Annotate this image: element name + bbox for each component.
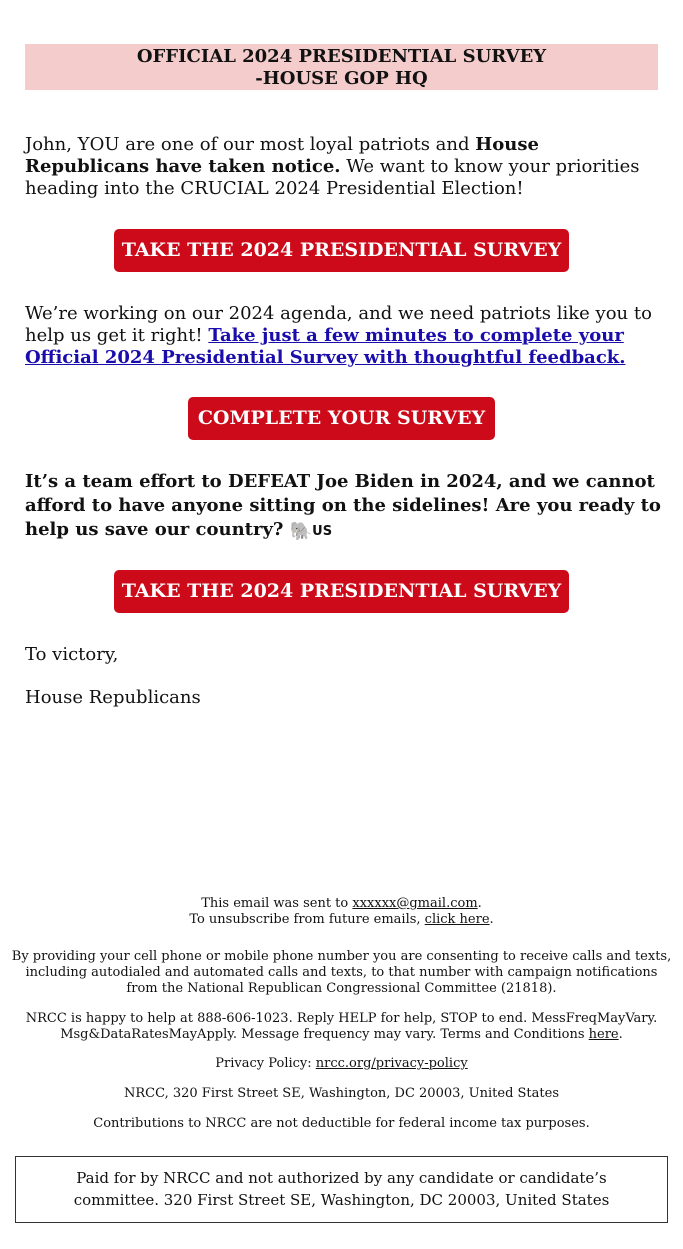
banner-title: OFFICIAL 2024 PRESIDENTIAL SURVEY [136,46,547,67]
terms-link[interactable]: here [588,1027,619,1042]
footer-privacy [10,1056,673,1072]
paid-for-disclaimer: Paid for by NRCC and not authorized by any candidate or candidate’s committee. 320 First Street SE, Washington, DC 20003, United States [15,1156,668,1223]
complete-survey-link[interactable]: Take just a few minutes to complete your Official 2024 Presidential Survey with thoughtful feedback. [25,325,626,368]
agenda-paragraph [25,303,665,369]
us-flag-icon: US [312,524,333,539]
intro-paragraph [25,134,665,200]
unsub-suffix: . [489,912,494,927]
unsubscribe-link[interactable]: click here [424,912,490,927]
unsub-prefix: To unsubscribe from future emails, [189,912,425,927]
agenda-text: We’re working on our 2024 agenda, and we need patriots like you to help us get it right! [25,303,652,346]
elephant-icon: 🐘 [289,521,313,542]
footer-address: NRCC, 320 First Street SE, Washington, DC 20003, United States [124,1086,559,1101]
intro-bold: House Republicans have taken notice. [25,134,539,177]
recipient-email-link[interactable]: xxxxxx@gmail.com [352,896,478,911]
banner-subtitle: -HOUSE GOP HQ [255,68,428,89]
intro-text-2: We want to know your priorities heading into the CRUCIAL 2024 Presidential Election! [25,156,640,199]
help-text: NRCC is happy to help at 888-606-1023. Reply HELP for help, STOP to end. MessFreqMayVary. Msg&DataRatesMayApply. Message frequency may vary. Terms and Conditions [25,1011,658,1042]
sent-prefix: This email was sent to [201,896,353,911]
take-survey-button-bottom[interactable]: TAKE THE 2024 PRESIDENTIAL SURVEY [114,570,569,613]
intro-text-1: John, YOU are one of our most loyal patriots and [25,134,476,155]
footer-help [10,1011,673,1043]
survey-banner [25,44,658,90]
footer-consent: By providing your cell phone or mobile phone number you are consenting to receive calls and texts, including autodialed and automated calls and texts, to that number with campaign notifications from the National Republican Congressional Committee (21818). [11,949,672,996]
team-text: It’s a team effort to DEFEAT Joe Biden in 2024, and we cannot afford to have anyone sitting on the sidelines! Are you ready to help us save our country? [25,471,661,540]
help-suffix: . [618,1027,623,1042]
closing-signature: House Republicans [25,687,201,708]
footer-sent-info [10,896,673,928]
team-paragraph [25,470,665,544]
sent-suffix: . [477,896,482,911]
complete-survey-button[interactable]: COMPLETE YOUR SURVEY [188,397,495,440]
take-survey-button-top[interactable]: TAKE THE 2024 PRESIDENTIAL SURVEY [114,229,569,272]
footer-tax-notice: Contributions to NRCC are not deductible for federal income tax purposes. [93,1116,590,1131]
closing-salutation: To victory, [25,644,119,665]
privacy-prefix: Privacy Policy: [215,1056,316,1071]
privacy-policy-link[interactable]: nrcc.org/privacy-policy [315,1056,468,1071]
